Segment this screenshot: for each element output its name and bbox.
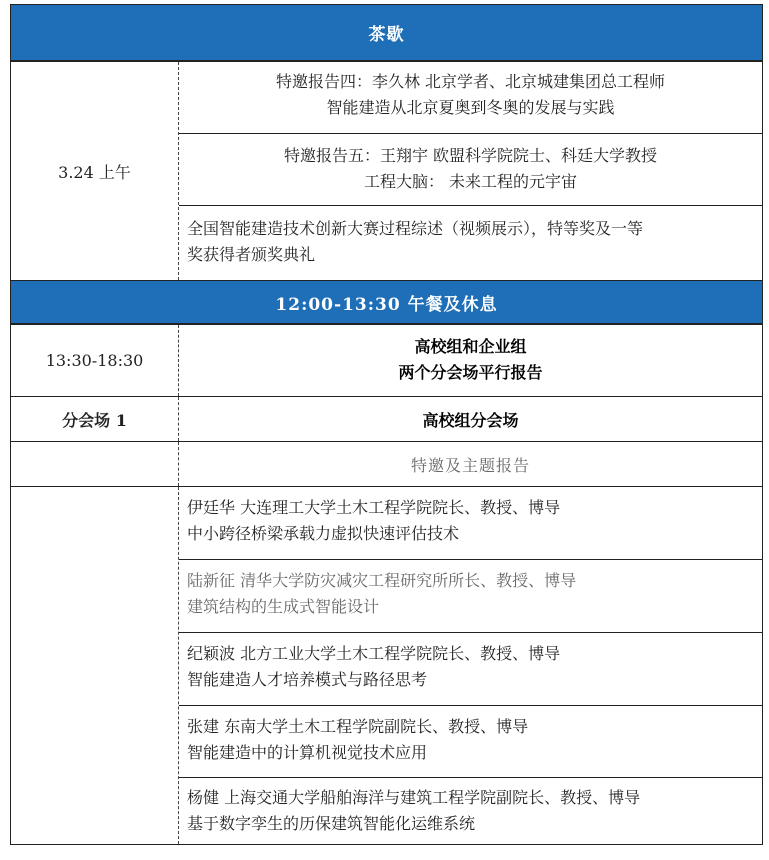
report-4-speaker: 特邀报告四：李久林 北京学者、北京城建集团总工程师 (275, 72, 666, 91)
report-5-title: 工程大脑： 未来工程的元宇宙 (363, 172, 578, 191)
afternoon-title-line-2: 两个分会场平行报告 (398, 363, 543, 382)
award-ceremony (179, 206, 762, 280)
speaker-item (179, 487, 762, 560)
lunch-header (10, 281, 763, 325)
report-4-title: 智能建造从北京夏奥到冬奥的发展与实践 (326, 98, 615, 117)
morning-time: 3.24 上午 (11, 62, 179, 280)
award-line-2: 奖获得者颁奖典礼 (187, 245, 316, 264)
tea-break-header (10, 4, 763, 62)
speaker-list (179, 487, 762, 844)
morning-block (10, 62, 763, 281)
speaker-3-topic: 智能建造人才培养模式与路径思考 (187, 670, 428, 689)
tea-break-label: 茶歇 (368, 25, 405, 45)
award-line-1: 全国智能建造技术创新大赛过程综述（视频展示），特等奖及一等 (187, 219, 644, 238)
speaker-item (179, 778, 762, 844)
speaker-item (179, 633, 762, 706)
speaker-5-topic: 基于数字孪生的历保建筑智能化运维系统 (187, 814, 476, 833)
speaker-1-topic: 中小跨径桥梁承载力虚拟快速评估技术 (187, 524, 460, 543)
schedule-table (10, 4, 763, 845)
venue-row (10, 397, 763, 442)
keynote-report-4 (179, 62, 762, 134)
speaker-2-info: 陆新征 清华大学防灾减灾工程研究所所长、教授、博导 (187, 571, 577, 590)
afternoon-time: 13:30-18:30 (11, 325, 179, 396)
morning-items (179, 62, 762, 280)
section-left-empty (11, 442, 179, 486)
section-row (10, 442, 763, 487)
speakers-left-empty (11, 487, 179, 844)
afternoon-title (179, 325, 762, 396)
venue-title: 高校组分会场 (422, 410, 519, 430)
speaker-4-topic: 智能建造中的计算机视觉技术应用 (187, 743, 428, 762)
section-heading: 特邀及主题报告 (410, 455, 530, 475)
speaker-1-info: 伊廷华 大连理工大学土木工程学院院长、教授、博导 (187, 498, 561, 517)
venue-label: 分会场 1 (11, 397, 179, 441)
report-5-speaker: 特邀报告五：王翔宇 欧盟科学院院士、科廷大学教授 (283, 146, 658, 165)
speaker-2-topic: 建筑结构的生成式智能设计 (187, 597, 380, 616)
afternoon-title-line-1: 高校组和企业组 (414, 337, 527, 356)
afternoon-block (10, 325, 763, 397)
speakers-block (10, 487, 763, 845)
speaker-item (179, 560, 762, 633)
speaker-4-info: 张建 东南大学土木工程学院副院长、教授、博导 (187, 717, 529, 736)
lunch-label: 12:00-13:30 午餐及休息 (275, 294, 498, 315)
speaker-5-info: 杨健 上海交通大学船舶海洋与建筑工程学院副院长、教授、博导 (187, 788, 641, 807)
speaker-item (179, 706, 762, 778)
speaker-3-info: 纪颖波 北方工业大学土木工程学院院长、教授、博导 (187, 644, 561, 663)
keynote-report-5 (179, 134, 762, 206)
